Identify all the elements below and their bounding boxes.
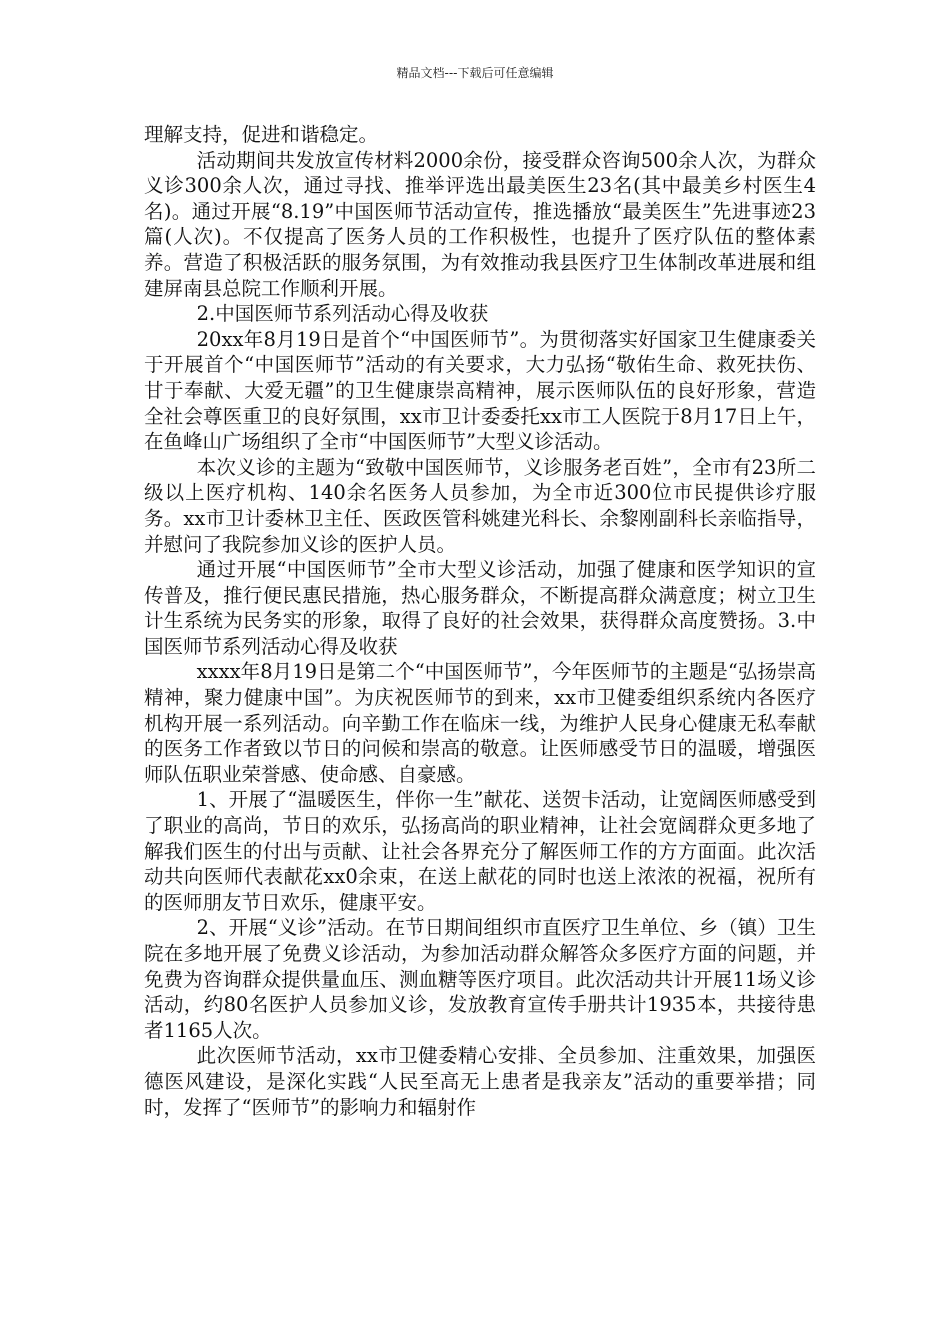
paragraph: 20xx年8月19日是首个“中国医师节”。为贯彻落实好国家卫生健康委关于开展首个“中国医师节”活动的有关要求，大力弘扬“敬佑生命、救死扶伤、甘于奉献、大爱无疆”的卫生健康崇高精神，展示医师队伍的良好形象，营造全社会尊医重卫的良好氛围，xx市卫计委委托xx市工人医院于8月17日上午，在鱼峰山广场组织了全市“中国医师节”大型义诊活动。 [144,327,816,454]
paragraph: 本次义诊的主题为“致敬中国医师节，义诊服务老百姓”，全市有23所二级以上医疗机构、140余名医务人员参加，为全市近300位市民提供诊疗服务。xx市卫计委林卫主任、医政医管科姚建光科长、余黎刚副科长亲临指导，并慰问了我院参加义诊的医护人员。 [144,455,816,556]
page-header: 精品文档---下载后可任意编辑 [396,66,554,80]
paragraph: xxxx年8月19日是第二个“中国医师节”，今年医师节的主题是“弘扬崇高精神，聚力健康中国”。为庆祝医师节的到来，xx市卫健委组织系统内各医疗机构开展一系列活动。向辛勤工作在临床一线，为维护人民身心健康无私奉献的医务工作者致以节日的问候和崇高的敬意。让医师感受节日的温暖，增强医师队伍职业荣誉感、使命感、自豪感。 [144,660,816,786]
paragraph: 1、开展了“温暖医生，伴你一生”献花、送贺卡活动，让宽阔医师感受到了职业的高尚，节日的欢乐，弘扬高尚的职业精神，让社会宽阔群众更多地了解我们医生的付出与贡献、让社会各界充分了解医师工作的方方面面。此次活动共向医师代表献花xx0余束，在送上献花的同时也送上浓浓的祝福，祝所有的医师朋友节日欢乐，健康平安。 [144,788,816,914]
paragraph: 理解支持，促进和谐稳定。 [144,123,379,146]
document-body [144,122,816,1120]
paragraph: 活动期间共发放宣传材料2000余份，接受群众咨询500余人次，为群众义诊300余人次，通过寻找、推举评选出最美医生23名(其中最美乡村医生4名)。通过开展“8.19”中国医师节活动宣传，推选播放“最美医生”先进事迹23篇(人次)。不仅提高了医务人员的工作积极性，也提升了医疗队伍的整体素养。营造了积极活跃的服务氛围，为有效推动我县医疗卫生体制改革进展和组建屏南县总院工作顺利开展。 [144,148,816,300]
paragraph: 此次医师节活动，xx市卫健委精心安排、全员参加、注重效果，加强医德医风建设，是深化实践“人民至高无上患者是我亲友”活动的重要举措；同时，发挥了“医师节”的影响力和辐射作 [144,1044,816,1119]
paragraph: 2、开展“义诊”活动。在节日期间组织市直医疗卫生单位、乡（镇）卫生院在多地开展了免费义诊活动，为参加活动群众解答众多医疗方面的问题，并免费为咨询群众提供量血压、测血糖等医疗项目。此次活动共计开展11场义诊活动，约80名医护人员参加义诊，发放教育宣传手册共计1935本，共接待患者1165人次。 [144,916,816,1042]
paragraph: 通过开展“中国医师节”全市大型义诊活动，加强了健康和医学知识的宣传普及，推行便民惠民措施，热心服务群众，不断提高群众满意度；树立卫生计生系统为民务实的形象，取得了良好的社会效果，获得群众高度赞扬。3.中国医师节系列活动心得及收获 [144,558,816,658]
section-heading: 2.中国医师节系列活动心得及收获 [196,302,489,326]
